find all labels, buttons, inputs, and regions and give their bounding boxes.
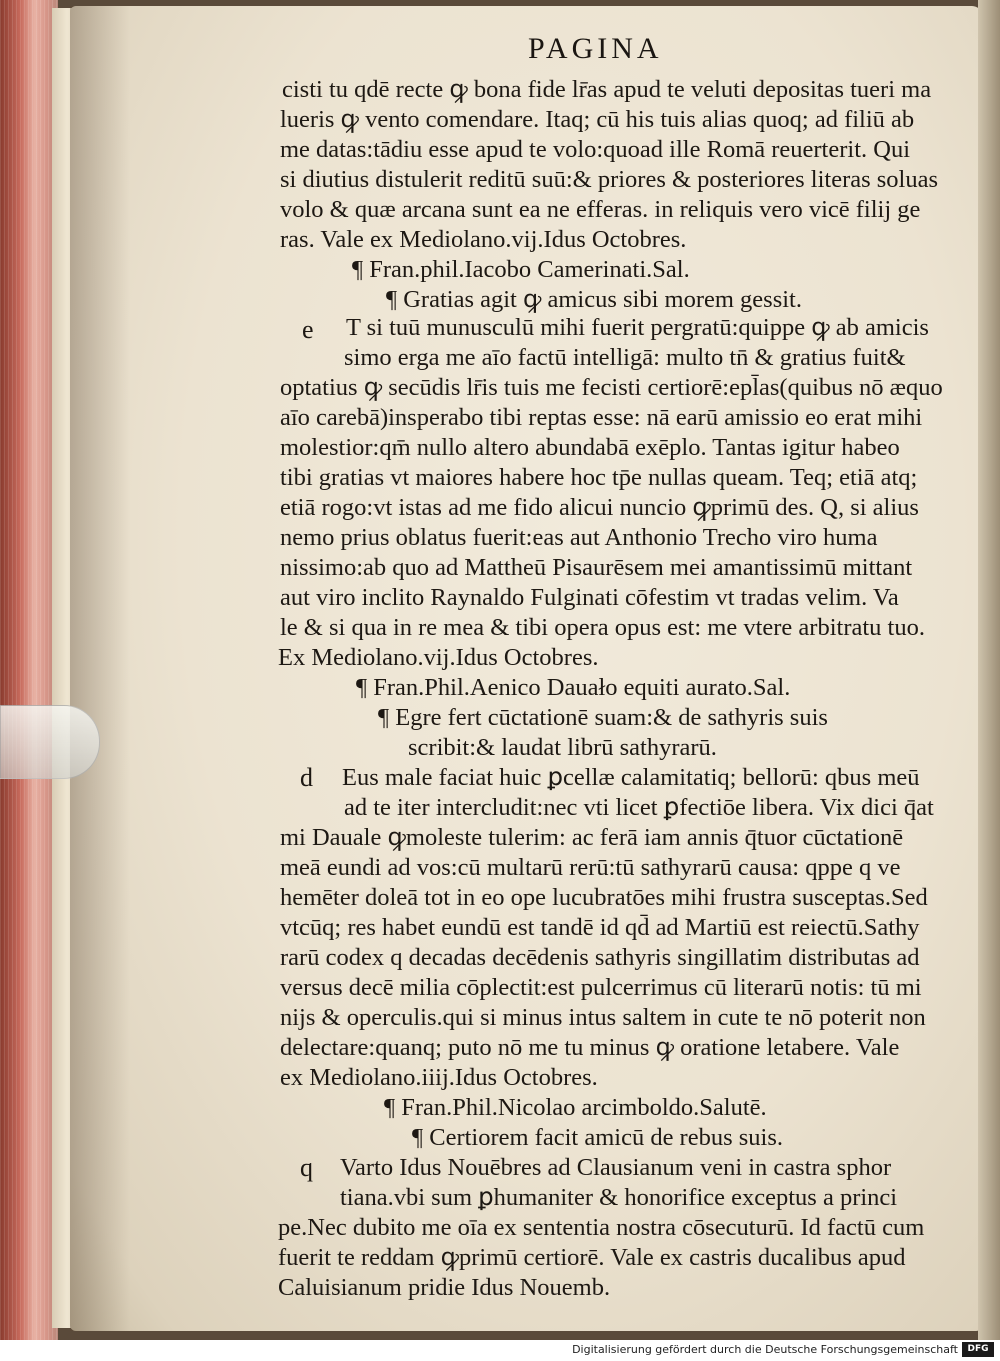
page-title: PAGINA xyxy=(528,32,663,65)
text-line: Eus male faciat huic ꝑcellæ calamitatiq; bellorū: qbus meū xyxy=(342,764,920,791)
text-line: tiana.vbi sum ꝑhumaniter & honorifice exceptus a princi xyxy=(340,1184,898,1211)
text-line: molestior:qm̄ nullo altero abundabā exēplo. Tantas igitur habeo xyxy=(280,434,900,461)
text-line: nemo prius oblatus fuerit:eas aut Anthonio Trecho viro huma xyxy=(280,524,878,551)
letter-heading: ¶ Fran.Phil.Aenico Dauało equiti aurato.Sal. xyxy=(356,674,791,701)
text-line: le & si qua in re mea & tibi opera opus est: me vtere arbitratu tuo. xyxy=(280,614,925,641)
text-line: rarū codex q decadas decēdenis sathyris singillatim distributas ad xyxy=(280,944,920,971)
text-line: fuerit te reddam ꝙprimū certiorē. Vale ex castris ducalibus apud xyxy=(278,1244,906,1271)
text-line: lueris ꝙ vento comendare. Itaq; cū his tuis alias quoq; ad filiū ab xyxy=(280,106,915,133)
funding-notice: Digitalisierung gefördert durch die Deutsche Forschungsgemeinschaft xyxy=(572,1343,958,1356)
initial-letter: q xyxy=(300,1153,313,1182)
text-line: delectare:quanq; puto nō me tu minus ꝙ oratione letabere. Vale xyxy=(280,1034,900,1061)
text-line: pe.Nec dubito me oīa ex sententia nostra cōsecuturū. Id factū cum xyxy=(278,1214,925,1241)
right-page-edge xyxy=(978,0,1000,1340)
text-line: tibi gratias vt maiores habere hoc tp̄e nullas queam. Teq; etiā atq; xyxy=(280,464,918,491)
text-line: nissimo:ab quo ad Mattheū Pisaurēsem mei amantissimū mittant xyxy=(280,554,913,581)
text-line: ras. Vale ex Mediolano.vij.Idus Octobres. xyxy=(280,226,687,253)
text-line: si diutius distulerit reditū suū:& priores & posteriores literas soluas xyxy=(280,166,939,193)
letter-heading: ¶ Fran.phil.Iacobo Camerinati.Sal. xyxy=(352,256,690,283)
text-line: Varto Idus Nouēbres ad Clausianum veni in castra sphor xyxy=(340,1154,892,1181)
text-line: volo & quæ arcana sunt ea ne efferas. in reliquis vero vicē filij ge xyxy=(280,196,921,223)
page-edges-red xyxy=(0,0,58,1340)
text-line: optatius ꝙ secūdis lr̄is tuis me fecisti certiorē:epl̄as(quibus nō æquo xyxy=(280,374,943,401)
text-line: vtcūq; res habet eundū est tandē id qd̄ ad Martiū est reiectū.Sathy xyxy=(280,914,920,941)
letter-subheading: ¶ Egre fert cūctationē suam:& de sathyris suis xyxy=(378,704,828,731)
footer-bar xyxy=(0,1340,1000,1361)
text-line: Ex Mediolano.vij.Idus Octobres. xyxy=(278,644,599,671)
text-line: ex Mediolano.iiij.Idus Octobres. xyxy=(280,1064,598,1091)
text-line: meā eundi ad vos:cū multarū rerū:tū sathyrarū causa: qppe q ve xyxy=(280,854,901,881)
letter-subheading: ¶ Gratias agit ꝙ amicus sibi morem gessit. xyxy=(386,286,802,313)
text-line: mi Dauale ꝙmoleste tulerim: ac ferā iam annis q̄tuor cūctationē xyxy=(280,824,904,851)
text-line: Caluisianum pridie Idus Nouemb. xyxy=(278,1274,611,1301)
text-line: nijs & operculis.qui si minus intus saltem in cute te nō poterit non xyxy=(280,1004,926,1031)
letter-heading: ¶ Fran.Phil.Nicolao arcimboldo.Salutē. xyxy=(384,1094,767,1121)
text-line: versus decē milia cōplectit:est pulcerrimus cū literarū notis: tū mi xyxy=(280,974,922,1001)
text-line: T si tuū munusculū mihi fuerit pergratū:quippe ꝙ ab amicis xyxy=(346,314,929,341)
text-line: hemēter doleā tot in eo ope lucubratōes mihi frustra susceptas.Sed xyxy=(280,884,928,911)
text-line: cisti tu qdē recte ꝙ bona fide lr̄as apud te veluti depositas tueri ma xyxy=(282,76,932,103)
text-line: ad te iter intercludit:nec vti licet ꝑfectiōe libera. Vix dici q̄at xyxy=(344,794,934,821)
letter-subheading: ¶ Certiorem facit amicū de rebus suis. xyxy=(412,1124,784,1151)
gutter-shadow xyxy=(70,6,130,1331)
page-clip-holder xyxy=(0,705,100,779)
text-line: aīo carebā)insperabo tibi reptas esse: nā earū amissio eo erat mihi xyxy=(280,404,923,431)
text-line: me datas:tādiu esse apud te volo:quoad ille Romā reuerterit. Qui xyxy=(280,136,911,163)
letter-subheading: scribit:& laudat librū sathyrarū. xyxy=(408,734,717,761)
text-line: simo erga me aīo factū intelligā: multo tn̄ & gratius fuit& xyxy=(344,344,906,371)
text-line: etiā rogo:vt istas ad me fido alicui nuncio ꝙprimū des. Q, si alius xyxy=(280,494,919,521)
dfg-logo-icon: DFG xyxy=(962,1342,994,1357)
initial-letter: e xyxy=(302,315,314,344)
initial-letter: d xyxy=(300,763,313,792)
text-line: aut viro inclito Raynaldo Fulginati cōfestim vt tradas velim. Va xyxy=(280,584,899,611)
